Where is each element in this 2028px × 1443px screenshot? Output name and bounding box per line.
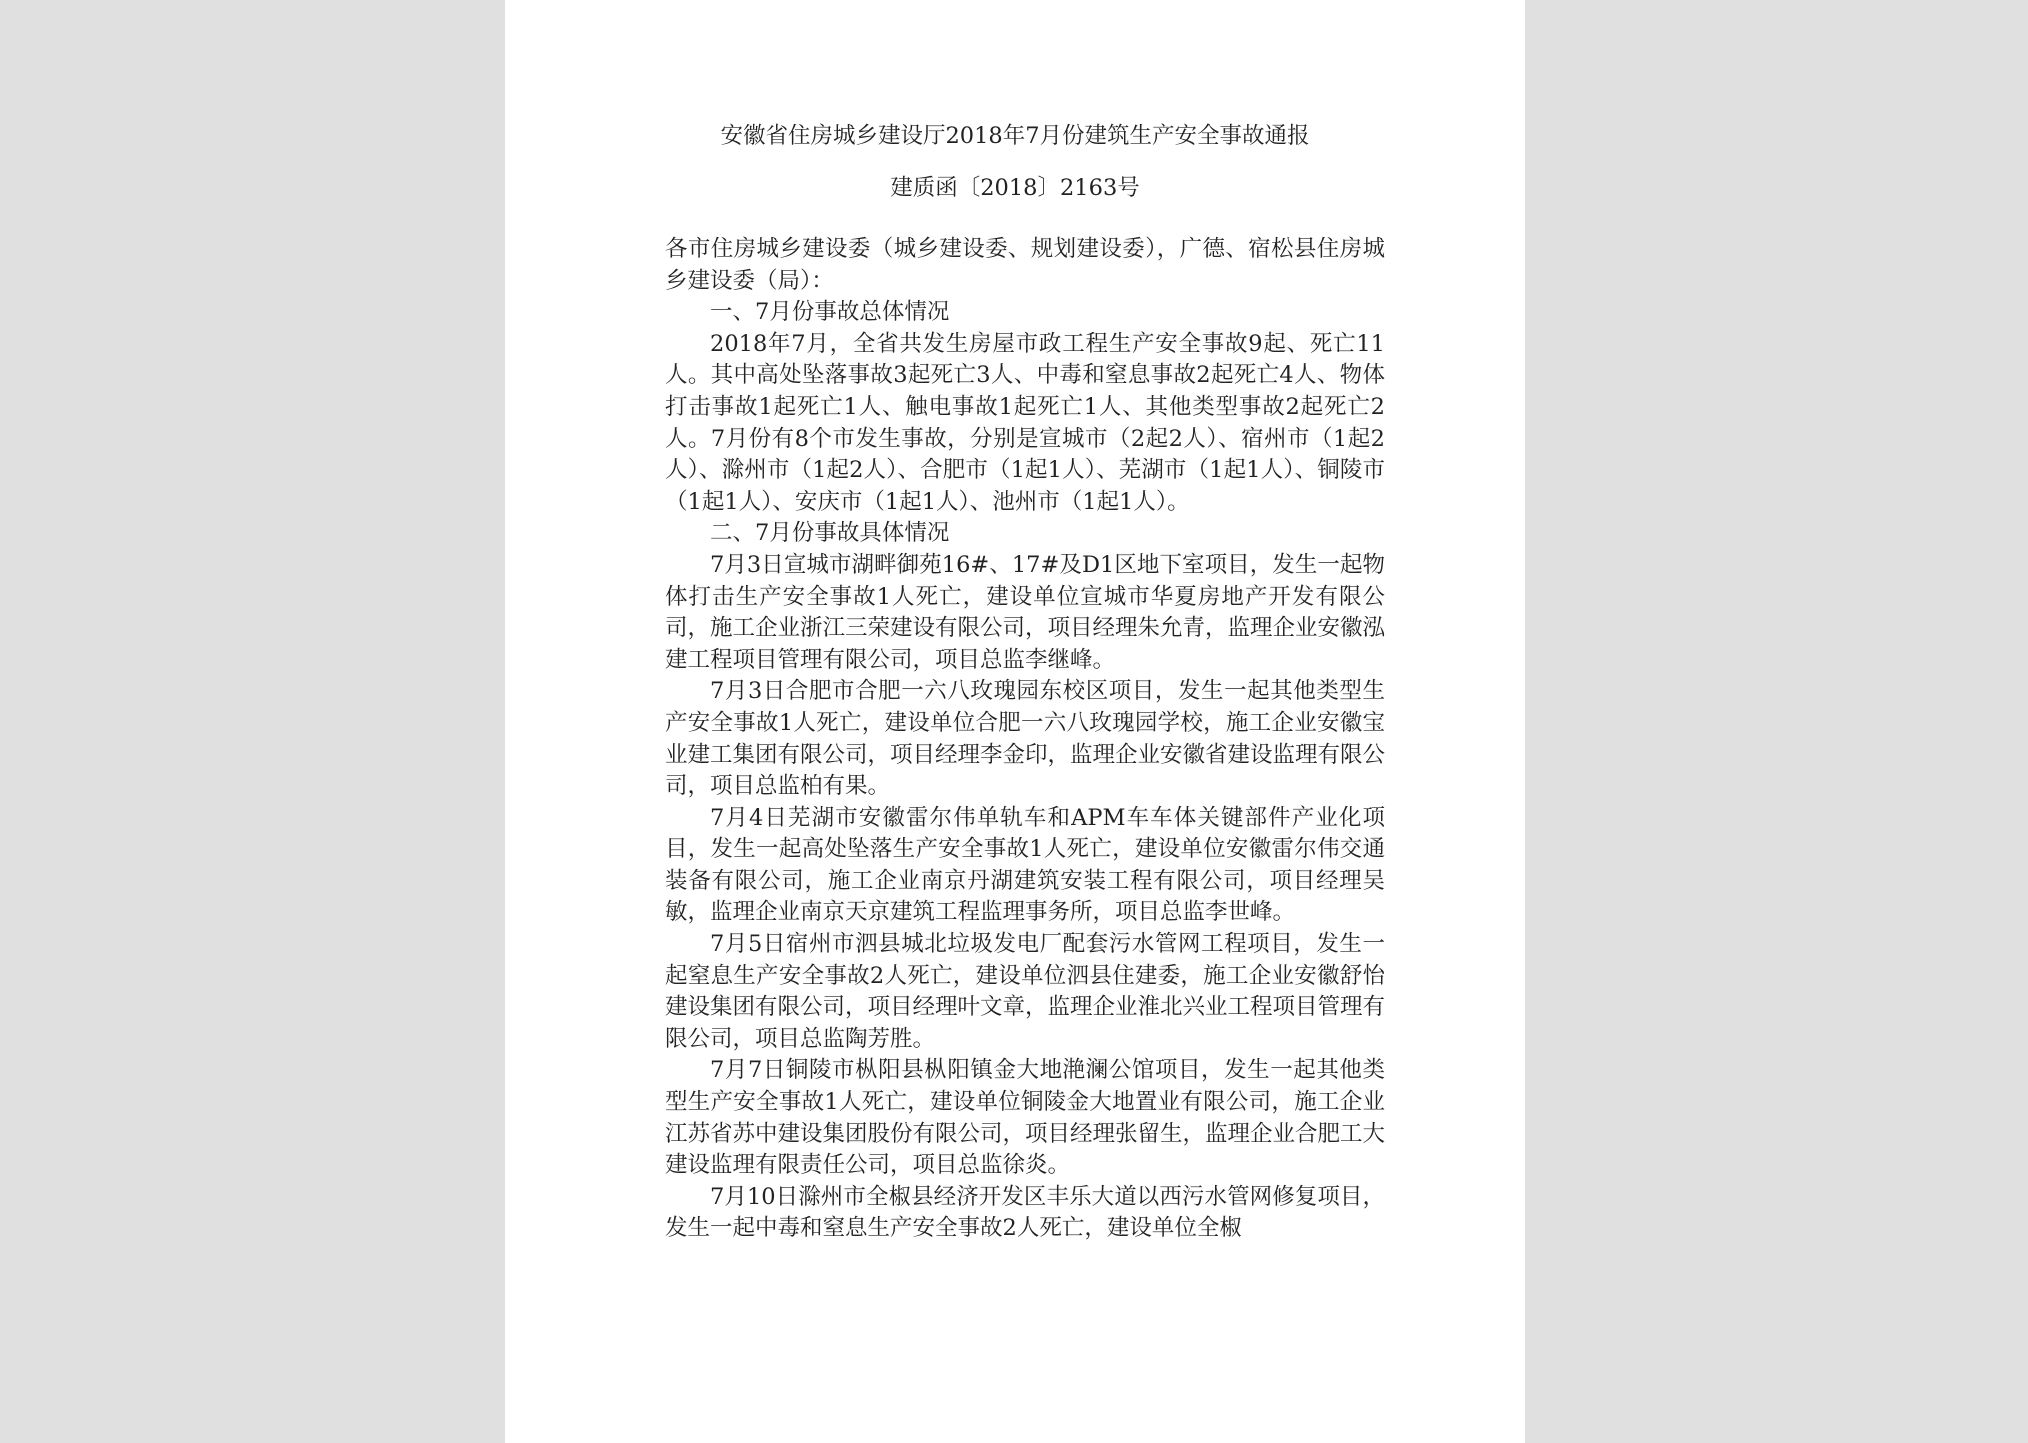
section-heading: 二、7月份事故具体情况 bbox=[710, 520, 950, 547]
salutation: 各市住房城乡建设委（城乡建设委、规划建设委），广德、宿松县住房城乡建设委（局）： bbox=[665, 236, 1385, 294]
document-body bbox=[665, 234, 1385, 1245]
document-title: 安徽省住房城乡建设厅2018年7月份建筑生产安全事故通报 bbox=[720, 123, 1310, 149]
body-paragraph: 7月5日宿州市泗县城北垃圾发电厂配套污水管网工程项目，发生一起窒息生产安全事故2人死亡，建设单位泗县住建委，施工企业安徽舒怡建设集团有限公司，项目经理叶文章，监理企业淮北兴业工程项目管理有限公司，项目总监陶芳胜。 bbox=[665, 931, 1386, 1052]
body-paragraph: 7月3日合肥市合肥一六八玫瑰园东校区项目，发生一起其他类型生产安全事故1人死亡，建设单位合肥一六八玫瑰园学校，施工企业安徽宝业建工集团有限公司，项目经理李金印，监理企业安徽省建设监理有限公司，项目总监柏有果。 bbox=[665, 678, 1386, 800]
body-paragraph: 7月3日宣城市湖畔御苑16#、17#及D1区地下室项目，发生一起物体打击生产安全事故1人死亡，建设单位宣城市华夏房地产开发有限公司，施工企业浙江三荣建设有限公司，项目经理朱允青，监理企业安徽泓建工程项目管理有限公司，项目总监李继峰。 bbox=[665, 551, 1386, 673]
body-paragraph: 7月10日滁州市全椒县经济开发区丰乐大道以西污水管网修复项目，发生一起中毒和窒息生产安全事故2人死亡，建设单位全椒 bbox=[665, 1183, 1385, 1242]
body-paragraph: 7月4日芜湖市安徽雷尔伟单轨车和APM车车体关键部件产业化项目，发生一起高处坠落生产安全事故1人死亡，建设单位安徽雷尔伟交通装备有限公司，施工企业南京丹湖建筑安装工程有限公司，项目经理吴敏，监理企业南京天京建筑工程监理事务所，项目总监李世峰。 bbox=[665, 804, 1385, 926]
document-number: 建质函〔2018〕2163号 bbox=[890, 175, 1140, 201]
body-paragraph: 2018年7月，全省共发生房屋市政工程生产安全事故9起、死亡11人。其中高处坠落事故3起死亡3人、中毒和窒息事故2起死亡4人、物体打击事故1起死亡1人、触电事故1起死亡1人、其他类型事故2起死亡2人。7月份有8个市发生事故，分别是宣城市（2起2人）、宿州市（1起2人）、滁州市（1起2人）、合肥市（1起1人）、芜湖市（1起1人）、铜陵市（1起1人）、安庆市（1起1人）、池州市（1起1人）。 bbox=[665, 330, 1385, 515]
section-heading: 一、7月份事故总体情况 bbox=[710, 299, 950, 326]
body-paragraph: 7月7日铜陵市枞阳县枞阳镇金大地滟澜公馆项目，发生一起其他类型生产安全事故1人死亡，建设单位铜陵金大地置业有限公司，施工企业江苏省苏中建设集团股份有限公司，项目经理张留生，监理企业合肥工大建设监理有限责任公司，项目总监徐炎。 bbox=[665, 1057, 1386, 1179]
document-page bbox=[505, 0, 1525, 1443]
